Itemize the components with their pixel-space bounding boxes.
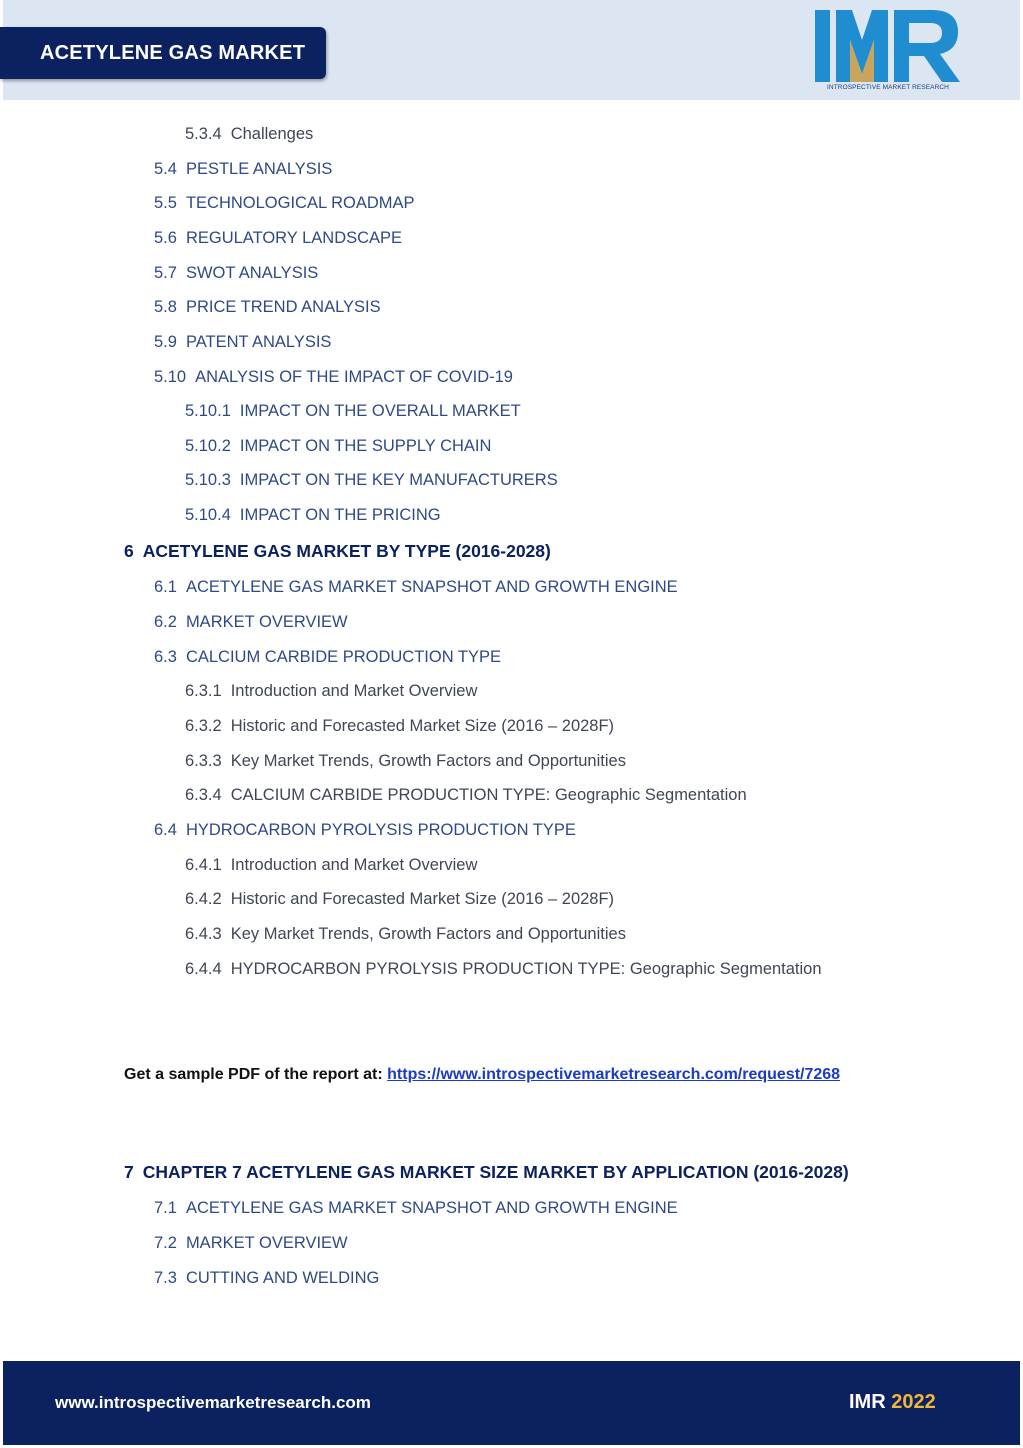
- toc-item-7-2: 7.2 MARKET OVERVIEW: [154, 1234, 348, 1252]
- toc-item-6-4-3: 6.4.3 Key Market Trends, Growth Factors and Opportunities: [185, 925, 626, 943]
- toc-item-7-1: 7.1 ACETYLENE GAS MARKET SNAPSHOT AND GROWTH ENGINE: [154, 1199, 678, 1217]
- toc-item-5-7: 5.7 SWOT ANALYSIS: [154, 264, 319, 282]
- toc-item-5-10-4: 5.10.4 IMPACT ON THE PRICING: [185, 506, 441, 524]
- toc-item-5-4: 5.4 PESTLE ANALYSIS: [154, 160, 333, 178]
- toc-item-6-4-4: 6.4.4 HYDROCARBON PYROLYSIS PRODUCTION TYPE: Geographic Segmentation: [185, 960, 822, 978]
- footer-website: www.introspectivemarketresearch.com: [55, 1393, 371, 1412]
- footer-band: [3, 1361, 1020, 1445]
- toc-item-6-1: 6.1 ACETYLENE GAS MARKET SNAPSHOT AND GROWTH ENGINE: [154, 578, 678, 596]
- toc-item-6-3-4: 6.3.4 CALCIUM CARBIDE PRODUCTION TYPE: Geographic Segmentation: [185, 786, 747, 804]
- toc-item-6-4: 6.4 HYDROCARBON PYROLYSIS PRODUCTION TYPE: [154, 821, 576, 839]
- toc-item-5-6: 5.6 REGULATORY LANDSCAPE: [154, 229, 403, 247]
- document-title: ACETYLENE GAS MARKET: [40, 41, 306, 64]
- toc-item-6-3: 6.3 CALCIUM CARBIDE PRODUCTION TYPE: [154, 648, 502, 666]
- logo-letter-m: [836, 10, 888, 82]
- logo-tagline: INTROSPECTIVE MARKET RESEARCH: [827, 84, 949, 91]
- toc-item-5-10-3: 5.10.3 IMPACT ON THE KEY MANUFACTURERS: [185, 471, 558, 489]
- toc-item-6-3-2: 6.3.2 Historic and Forecasted Market Size (2016 – 2028F): [185, 717, 615, 735]
- toc-chapter-7: 7 CHAPTER 7 ACETYLENE GAS MARKET SIZE MARKET BY APPLICATION (2016-2028): [124, 1162, 849, 1182]
- document-title-box: [0, 27, 326, 79]
- toc-item-5-5: 5.5 TECHNOLOGICAL ROADMAP: [154, 194, 415, 212]
- toc-item-6-3-1: 6.3.1 Introduction and Market Overview: [185, 682, 478, 700]
- toc-item-5-10-1: 5.10.1 IMPACT ON THE OVERALL MARKET: [185, 402, 521, 420]
- footer-brand: [849, 1391, 936, 1414]
- footer-brand-name: IMR: [849, 1391, 886, 1413]
- toc-item-5-10: 5.10 ANALYSIS OF THE IMPACT OF COVID-19: [154, 368, 513, 386]
- toc-item-5-8: 5.8 PRICE TREND ANALYSIS: [154, 298, 381, 316]
- toc-item-6-4-1: 6.4.1 Introduction and Market Overview: [185, 856, 478, 874]
- toc-item-6-2: 6.2 MARKET OVERVIEW: [154, 613, 348, 631]
- sample-pdf-prefix: Get a sample PDF of the report at:: [124, 1066, 388, 1083]
- sample-pdf-link[interactable]: https://www.introspectivemarketresearch.com/request/7268: [387, 1066, 841, 1083]
- toc-item-5-10-2: 5.10.2 IMPACT ON THE SUPPLY CHAIN: [185, 437, 492, 455]
- footer-year: 2022: [891, 1391, 936, 1413]
- toc-chapter-6: 6 ACETYLENE GAS MARKET BY TYPE (2016-2028): [124, 541, 551, 561]
- toc-item-5-3-4: 5.3.4 Challenges: [185, 125, 314, 143]
- toc-item-5-9: 5.9 PATENT ANALYSIS: [154, 333, 332, 351]
- sample-pdf-line: [124, 1066, 840, 1084]
- logo-letter-r: [894, 10, 960, 82]
- logo-letter-i: [815, 10, 830, 82]
- toc-item-7-3: 7.3 CUTTING AND WELDING: [154, 1269, 380, 1287]
- toc-item-6-4-2: 6.4.2 Historic and Forecasted Market Size (2016 – 2028F): [185, 890, 615, 908]
- toc-item-6-3-3: 6.3.3 Key Market Trends, Growth Factors and Opportunities: [185, 752, 626, 770]
